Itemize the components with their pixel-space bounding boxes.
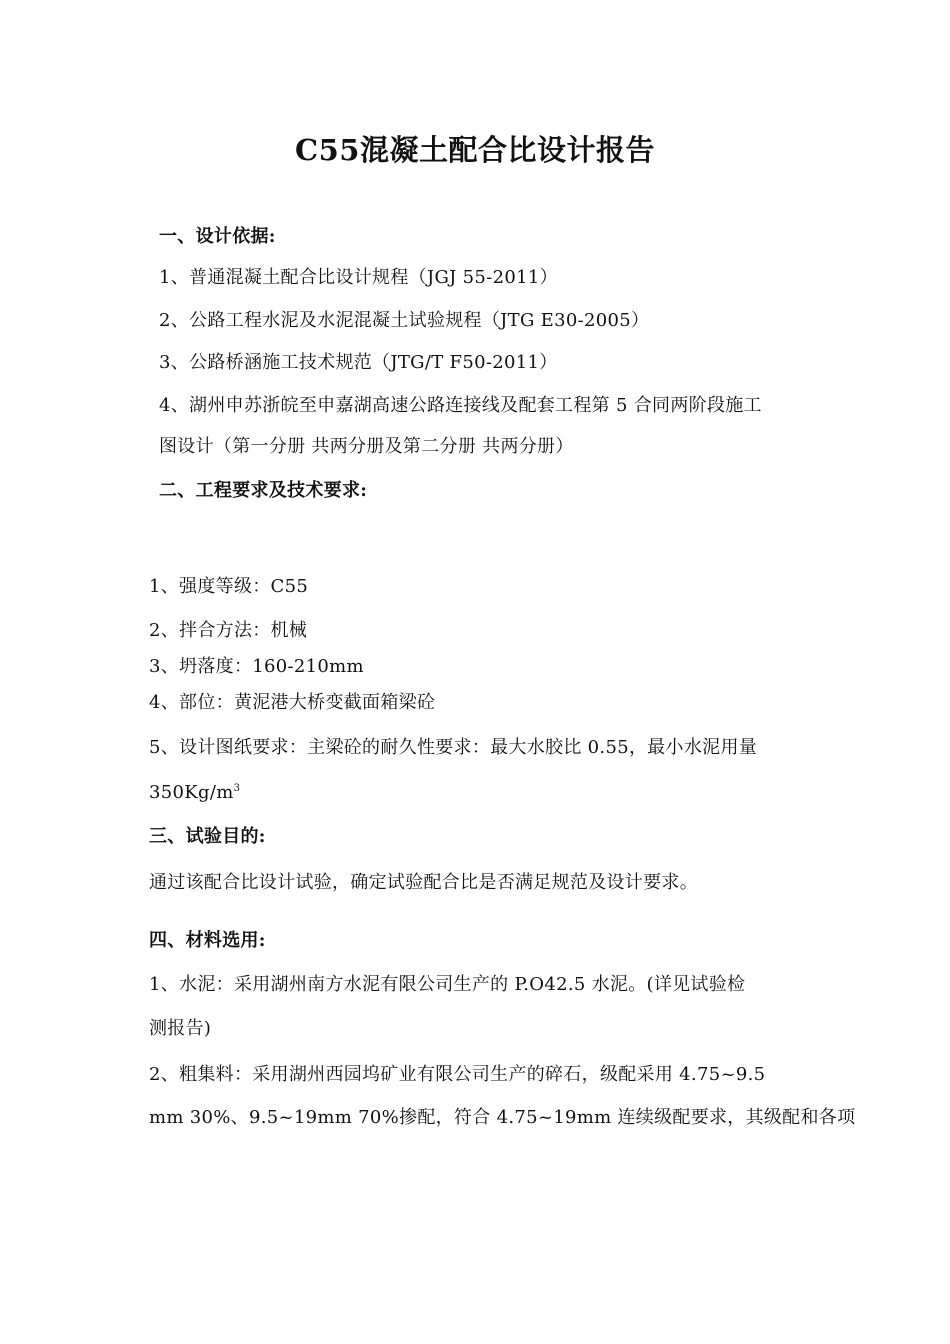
list-item: 1、强度等级：C55: [149, 576, 309, 597]
list-item-continuation: 测报告): [149, 1018, 212, 1039]
list-item: 3、公路桥涵施工技术规范（JTG/T F50-2011）: [159, 352, 558, 373]
list-item: 2、公路工程水泥及水泥混凝土试验规程（JTG E30-2005）: [159, 310, 650, 331]
section-heading-purpose: 三、试验目的:: [149, 826, 266, 847]
unit-superscript: 3: [233, 783, 241, 794]
section-heading-design-basis: 一、设计依据:: [159, 226, 276, 247]
list-item: 5、设计图纸要求：主梁砼的耐久性要求：最大水胶比 0.55，最小水泥用量: [149, 737, 758, 758]
section-heading-requirements: 二、工程要求及技术要求:: [159, 480, 368, 501]
list-item: 1、普通混凝土配合比设计规程（JGJ 55-2011）: [159, 267, 558, 288]
list-item: 2、粗集料：采用湖州西园坞矿业有限公司生产的碎石，级配采用 4.75~9.5: [149, 1064, 766, 1085]
list-item-continuation: [149, 782, 240, 804]
list-item-continuation: 图设计（第一分册 共两分册及第二分册 共两分册）: [159, 436, 574, 457]
list-item: 3、坍落度：160-210mm: [149, 656, 364, 677]
list-item: 4、湖州申苏浙皖至申嘉湖高速公路连接线及配套工程第 5 合同两阶段施工: [159, 395, 762, 416]
paragraph: 通过该配合比设计试验，确定试验配合比是否满足规范及设计要求。: [149, 872, 698, 893]
unit-text: 350Kg/m: [149, 782, 234, 803]
section-heading-materials: 四、材料选用:: [149, 930, 266, 951]
list-item: 4、部位：黄泥港大桥变截面箱梁砼: [149, 692, 436, 713]
list-item: 1、水泥：采用湖州南方水泥有限公司生产的 P.O42.5 水泥。(详见试验检: [149, 974, 746, 995]
page-title: C55混凝土配合比设计报告: [295, 133, 655, 167]
list-item-continuation: mm 30%、9.5~19mm 70%掺配，符合 4.75~19mm 连续级配要求，其级配和各项: [149, 1107, 856, 1128]
list-item: 2、拌合方法：机械: [149, 620, 308, 641]
